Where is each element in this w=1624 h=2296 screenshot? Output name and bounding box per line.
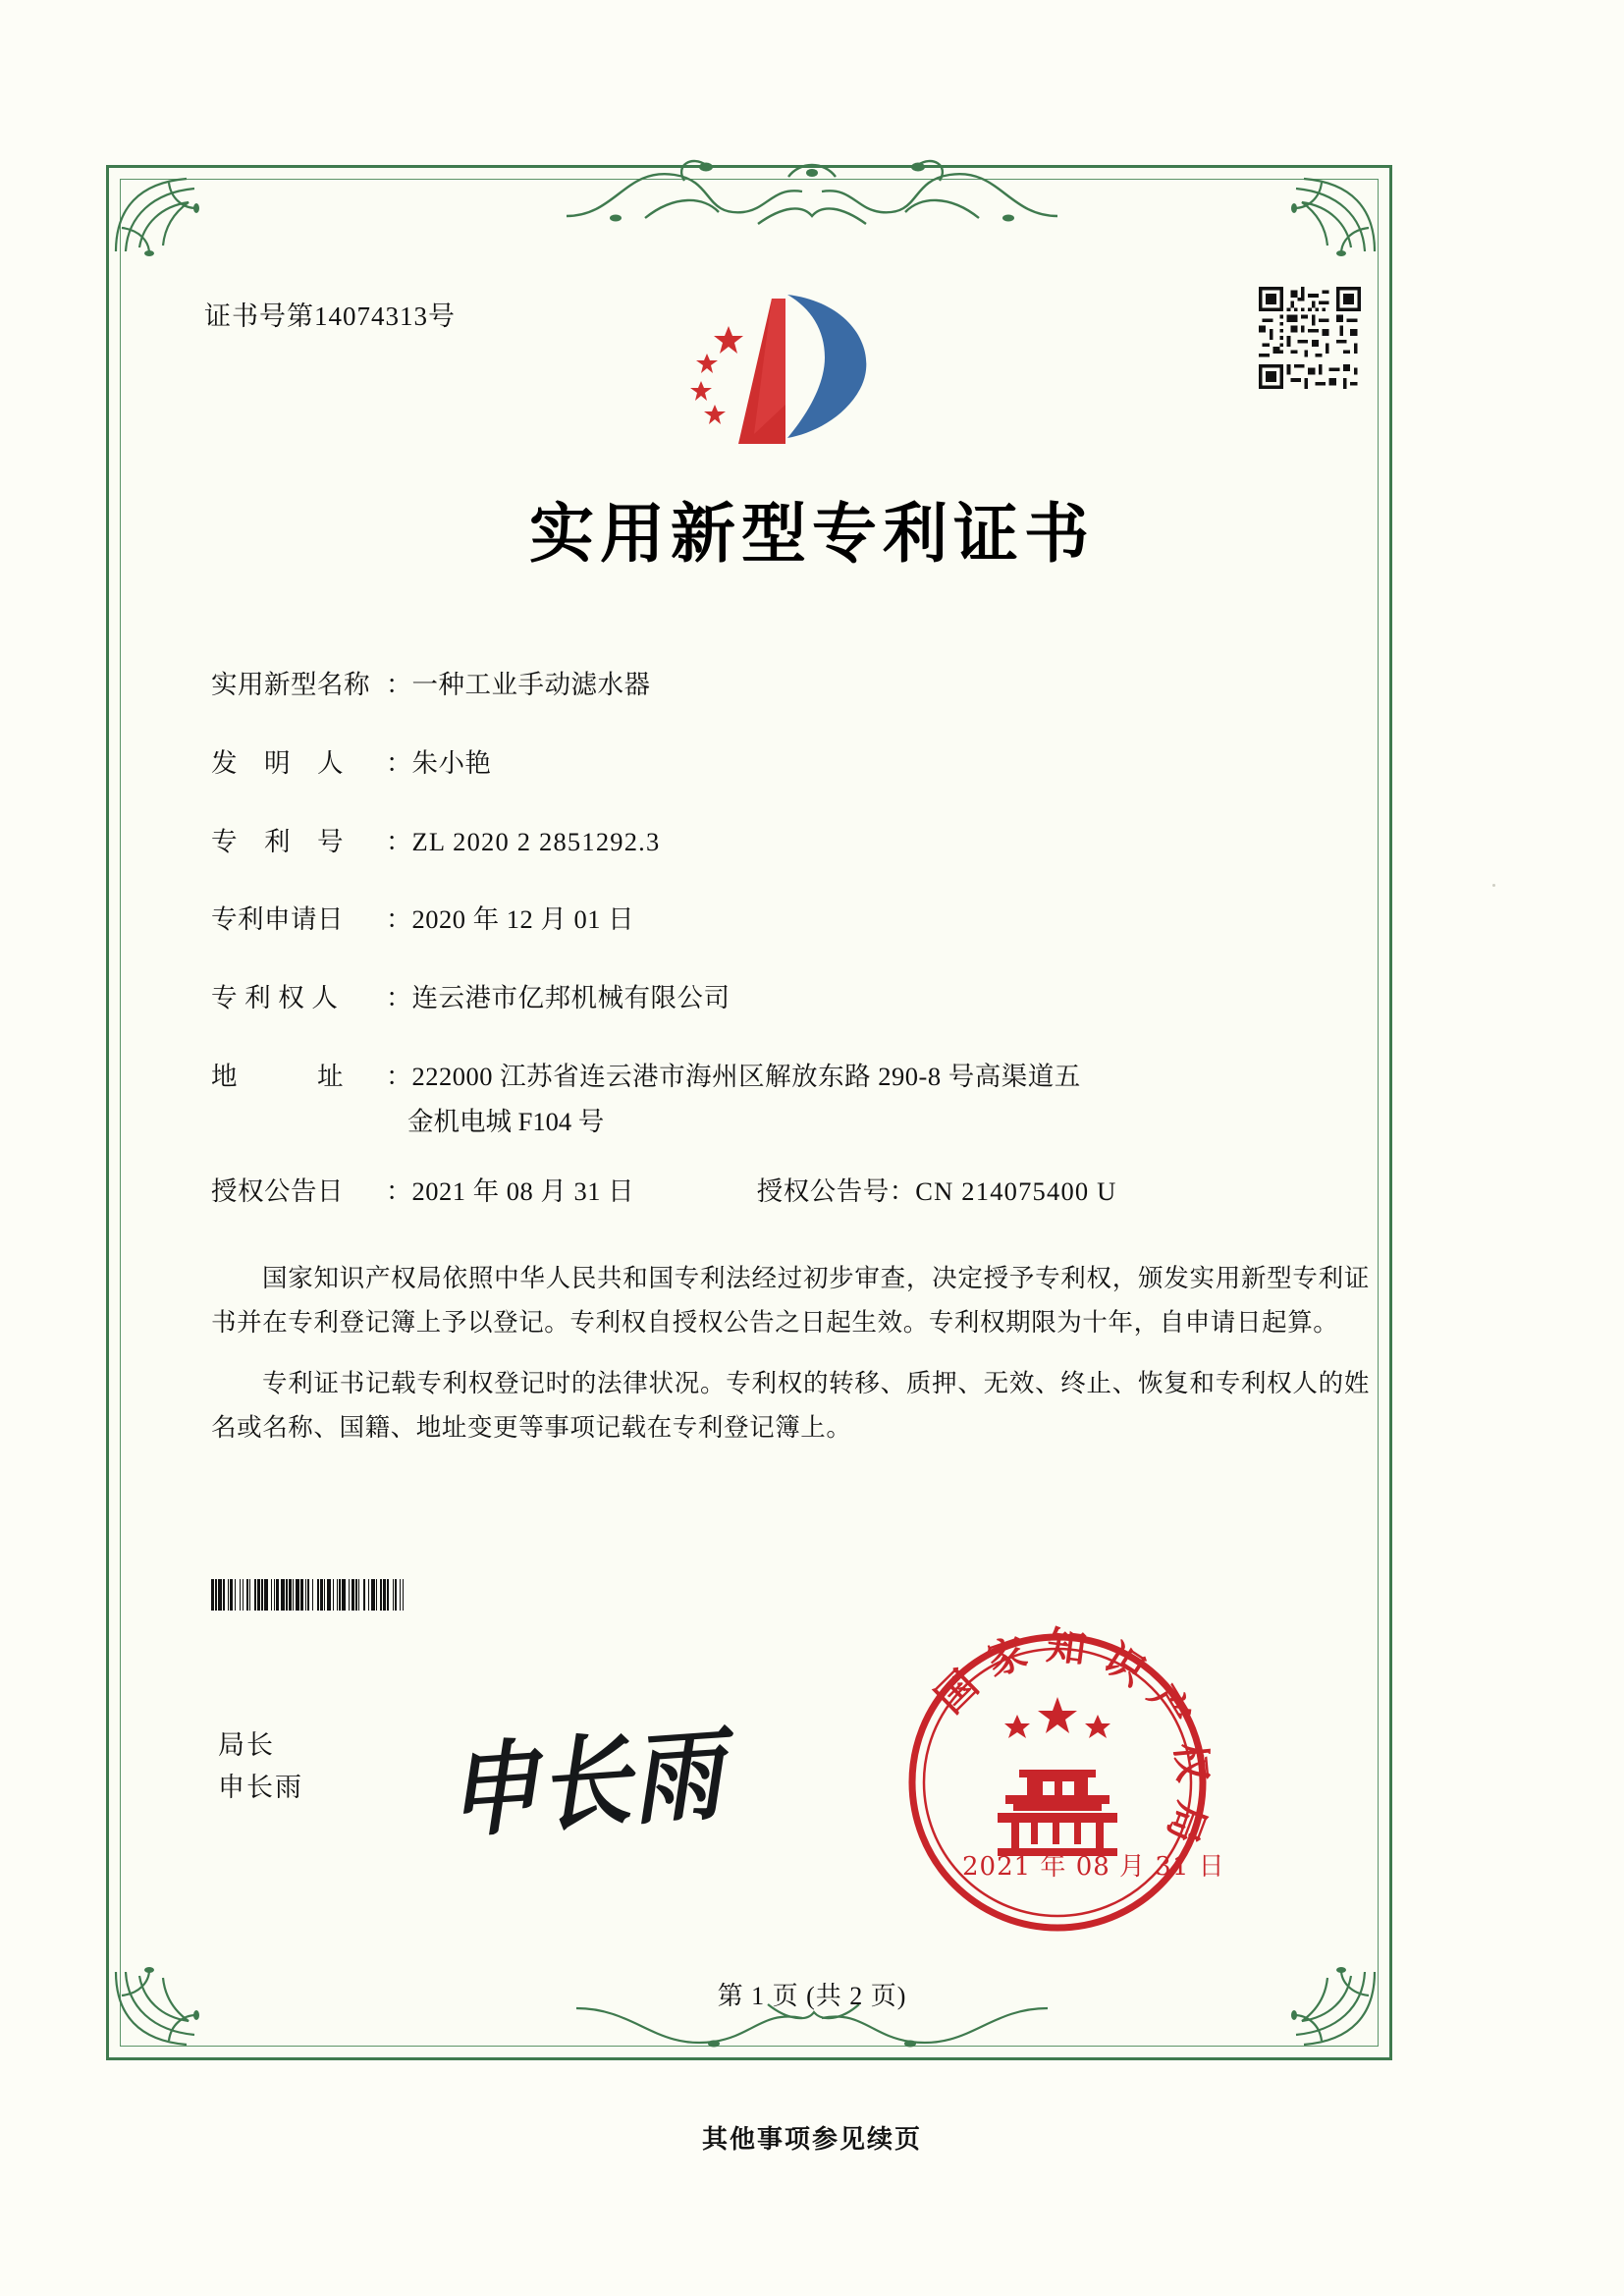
field-row-inventor (211, 746, 1370, 782)
field-value: 一种工业手动滤水器 (411, 670, 651, 699)
field-label: 发 明 人 (211, 747, 344, 778)
field-label: 专利申请日 (211, 904, 344, 935)
field-separator: ： (386, 983, 412, 1013)
footer-note: 其他事项参见续页 (701, 2125, 922, 2155)
field-row-application-date (211, 902, 1370, 938)
page-title: 实用新型专利证书 (529, 495, 1095, 572)
certificate-number: 证书号第14074313号 (204, 301, 456, 331)
top-flourish-ornament (557, 147, 1067, 236)
field-label: 专 利 权 人 (211, 983, 339, 1013)
field-separator: ： (889, 1176, 916, 1207)
field-separator: ： (386, 747, 412, 778)
field-row-address (211, 1060, 1370, 1140)
field-value: 222000 江苏省连云港市海州区解放东路 290-8 号高渠道五 (411, 1061, 1081, 1091)
field-label: 授权公告日 (211, 1176, 344, 1207)
signature-title: 局长 (218, 1730, 275, 1760)
handwritten-signature: 申长雨 (443, 1714, 729, 1852)
field-list (211, 668, 1370, 1253)
field-value: CN 214075400 U (915, 1176, 1117, 1207)
qr-code-icon (1259, 287, 1361, 389)
legal-text (211, 1257, 1370, 1468)
paragraph-2: 专利证书记载专利权登记时的法律状况。专利权的转移、质押、无效、终止、恢复和专利权人的姓名或名称、国籍、地址变更等事项记载在专利登记簿上。 (211, 1369, 1370, 1443)
field-group-announcement-number (757, 1175, 1117, 1210)
signature-name: 申长雨 (218, 1773, 303, 1803)
field-row-patent-number (211, 825, 1370, 860)
page-number: 第 1 页 (共 2 页) (717, 1982, 907, 2010)
field-row-utility-model-name (211, 668, 1370, 703)
signature-block (218, 1724, 303, 1809)
field-label: 专 利 号 (211, 826, 344, 856)
field-value: 2021 年 08 月 31 日 (411, 1176, 635, 1207)
field-separator: ： (386, 826, 412, 856)
field-row-grant-announcement (211, 1175, 1370, 1210)
paper-speck (1492, 884, 1495, 887)
field-separator: ： (386, 1176, 412, 1207)
field-separator: ： (386, 670, 412, 699)
field-label: 地 址 (211, 1061, 344, 1091)
seal-date: 2021 年 08 月 31 日 (962, 1852, 1225, 1882)
sipo-emblem-icon (677, 287, 893, 454)
field-label: 实用新型名称 (211, 670, 370, 699)
field-value: ZL 2020 2 2851292.3 (411, 826, 661, 856)
official-seal (895, 1620, 1219, 1944)
field-separator: ： (386, 1061, 412, 1091)
paragraph-1: 国家知识产权局依照中华人民共和国专利法经过初步审查，决定授予专利权，颁发实用新型专利证书并在专利登记簿上予以登记。专利权自授权公告之日起生效。专利权期限为十年，自申请日起算。 (211, 1264, 1370, 1338)
barcode-icon (211, 1579, 612, 1611)
field-value-continued: 金机电城 F104 号 (407, 1106, 605, 1136)
field-separator: ： (386, 904, 412, 935)
svg-text:国家知识产权局: 国家知识产权局 (926, 1621, 1218, 1864)
field-row-patentee (211, 981, 1370, 1016)
field-value: 2020 年 12 月 01 日 (411, 904, 635, 935)
field-label: 授权公告号 (756, 1176, 890, 1207)
field-value: 连云港市亿邦机械有限公司 (411, 983, 731, 1013)
field-value: 朱小艳 (411, 747, 492, 778)
